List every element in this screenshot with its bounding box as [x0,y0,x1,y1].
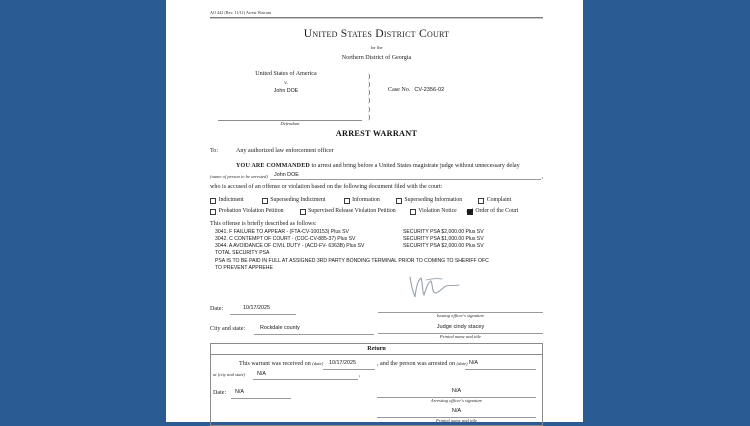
caption-paren-column: ) ) ) ) ) ) [368,73,371,121]
person-rule [270,179,541,180]
to-line [210,148,543,154]
defendant-label: Defendant [280,121,300,127]
to-value: Any authorized law enforcement officer [236,148,334,155]
to-label: To: [210,148,219,155]
checkbox-label: Superseding Information [404,196,463,203]
case-number [388,87,444,93]
checkbox-label: Order of the Court [475,207,519,214]
issue-date-label: Date: [210,306,224,313]
checkbox-empty-icon[interactable] [396,198,402,204]
charge-line [210,243,543,250]
checkbox-label: Superseding Indictment [270,196,326,203]
checkbox-row-2 [210,208,543,215]
form-identifier: AO 442 (Rev. 11/11) Arrest Warrant [210,10,271,15]
command-emphasis: YOU ARE COMMANDED [236,163,310,170]
return-printed-name-value: N/A [451,408,462,415]
checkbox-empty-icon[interactable] [410,209,416,215]
charge-line [210,229,543,236]
checkbox-label: Probation Violation Petition [218,207,284,214]
charge-amount: SECURITY PSA $2,000.00 Plus SV [403,228,484,235]
charge-amount: SECURITY PSA $1,000.00 Plus SV [403,235,484,242]
return-received-date-label: (date) [312,361,324,367]
checkbox-label: Information [352,196,380,203]
checkbox-empty-icon[interactable] [262,198,268,204]
return-date-label: Date: [213,390,227,397]
return-received-rule [323,369,375,370]
offense-note-line: TO PREVENT APPREHE [215,264,273,271]
checkbox-empty-icon[interactable] [210,209,216,215]
plaintiff-name: United States of America [255,71,317,78]
return-at-punct: , [359,372,361,379]
return-date-value: N/A [235,389,244,396]
charge-description: 3041. F FAILURE TO APPEAR - (FTA-CV-100153) Plus SV [215,228,349,235]
checkbox-row-1 [210,197,543,204]
command-paragraph [210,163,543,171]
return-arrested-date-value: N/A [469,360,478,367]
return-at-value: N/A [257,370,266,377]
case-caption [210,71,543,131]
issuing-signature-caption: Issuing officer's signature [436,313,485,319]
checkbox-label: Indictment [218,196,244,203]
header-rule [210,17,543,20]
return-arrested-label: , and the person was arrested on [377,361,456,368]
person-label: (name of person to be arrested) [210,173,268,179]
person-row [210,172,543,181]
city-state-rule [254,334,374,335]
return-date-rule [231,398,291,399]
person-value: John DOE [274,171,299,178]
command-rest: to arrest and bring before a United States magistrate judge without unnecessary delay [309,163,520,170]
return-at-rule [253,379,358,380]
checkbox-empty-icon[interactable] [300,209,306,215]
charge-line [210,236,543,243]
return-title: Return [211,344,542,355]
return-received-label: This warrant was received on [239,361,311,368]
return-at-label: at (city and state) [213,372,246,378]
return-arrested-text [377,361,468,367]
checkbox-superseding-information[interactable] [396,197,462,204]
document-content [210,0,543,422]
arresting-signature-caption: Arresting officer's signature [430,398,483,404]
judge-name: Judge cindy stacey [436,324,485,331]
printed-name-caption: Printed name and title [439,334,482,340]
checkbox-indictment[interactable] [210,197,244,204]
checkbox-checked-icon[interactable] [467,209,473,215]
charge-list [210,229,543,272]
checkbox-empty-icon[interactable] [344,198,350,204]
offense-lead: This offense is briefly described as follows: [210,221,317,228]
checkbox-empty-icon[interactable] [210,198,216,204]
return-received-date-value: 10/17/2025 [329,360,356,367]
checkbox-label: Complaint [486,196,512,203]
issue-date-rule [230,314,296,315]
caption-parties [210,71,362,94]
checkbox-probation-violation-petition[interactable] [210,208,284,215]
checkbox-information[interactable] [344,197,380,204]
case-number-label: Case No. [388,87,411,94]
page-title: ARREST WARRANT [335,129,418,139]
return-arrested-rule [465,369,536,370]
city-state-label: City and state: [210,326,246,333]
signature-block [210,284,543,340]
document-page [166,0,583,422]
case-number-value: CV-2356-02 [414,87,445,94]
return-section [210,343,543,426]
accused-line: who is accused of an offense or violation based on the following document filed with the court: [210,183,443,190]
checkbox-supervised-release-violation-petition[interactable] [300,208,396,215]
return-received-text [239,361,323,367]
offense-note-line: TOTAL SECURITY PSA [215,250,270,257]
document-type-checkboxes [210,197,543,215]
for-the-label: for the [370,45,383,51]
charge-description: 3044. A AVOIDANCE OF CIVIL DUTY - (ACD-FV- 6363B) Plus SV [215,243,365,250]
checkbox-label: Violation Notice [418,207,457,214]
return-printed-name-caption: Printed name and title [435,418,478,424]
return-arrested-date-label: (date) [456,361,468,367]
checkbox-label: Supervised Release Violation Petition [308,207,396,214]
checkbox-complaint[interactable] [478,197,511,204]
versus-label: v. [284,79,288,86]
checkbox-order-of-the-court[interactable] [467,208,519,215]
return-body [211,355,542,425]
offense-note-line: PSA IS TO BE PAID IN FULL AT ASSIGNED 3RD PARTY BONDING TERMINAL PRIOR TO COMING TO SHERIFF OFC [215,257,489,264]
court-title: United States District Court [303,27,450,41]
defendant-name: John DOE [273,88,299,95]
person-punct: , [541,173,543,180]
checkbox-violation-notice[interactable] [410,208,457,215]
arresting-signature-value: N/A [451,388,462,395]
charge-amount: SECURITY PSA $2,000.00 Plus SV [403,243,484,250]
city-state-value: Rockdale county [260,325,300,332]
signature-scribble-icon [406,274,476,300]
district-name: Northern District of Georgia [341,55,412,62]
checkbox-superseding-indictment[interactable] [262,197,326,204]
issue-date-value: 10/17/2025 [243,305,270,312]
checkbox-empty-icon[interactable] [478,198,484,204]
charge-description: 3042. C CONTEMPT OF COURT - (COC-CV-885-37) Plus SV [215,235,356,242]
